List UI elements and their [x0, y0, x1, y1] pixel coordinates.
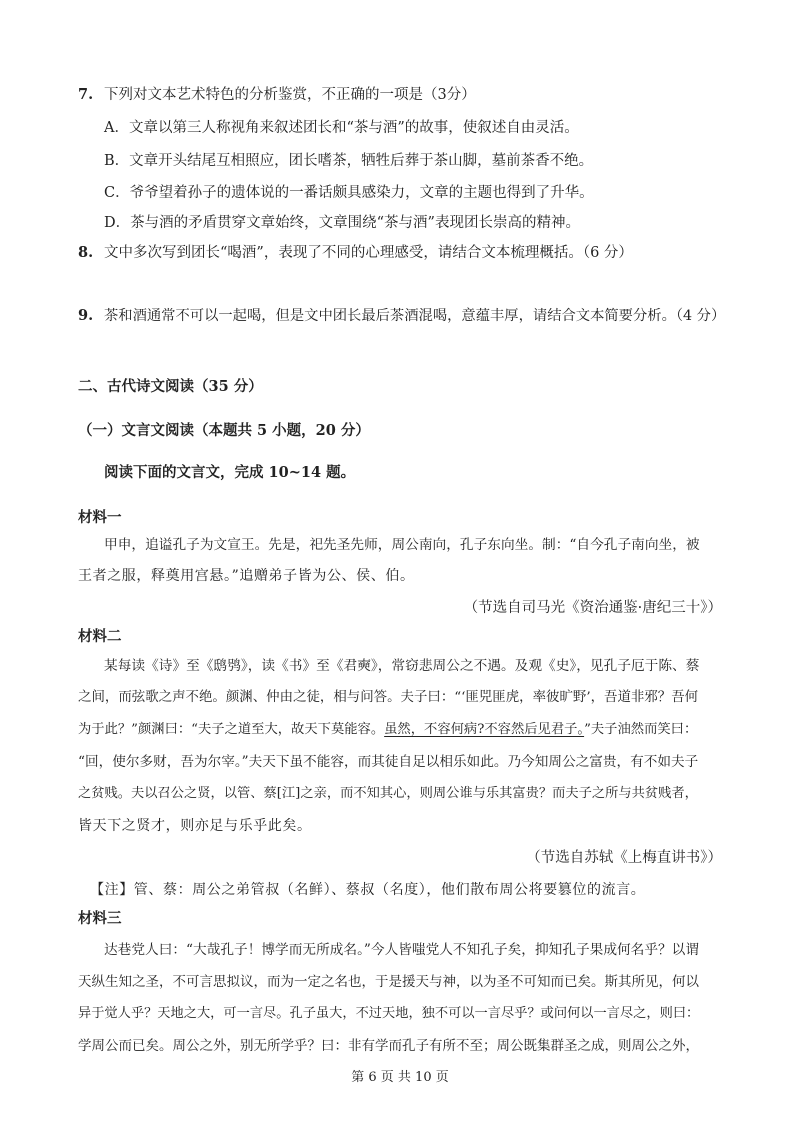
question-7-number: 7.	[78, 86, 94, 103]
material-3-line-3: 异于觉人乎？天地之大，可一言尽。孔子虽大，不过天地，独不可以一言尽乎？或问何以一言尽之，则曰：	[78, 1006, 700, 1021]
question-7-option-d: D．茶与酒的矛盾贯穿文章始终，文章围绕“茶与酒”表现团长崇高的精神。	[104, 215, 580, 231]
material-2-line-5: 之贫贱。夫以召公之贤，以管、蔡[江]之亲，而不知其心，则周公谁与乐其富贵？而夫子之所与共贫贱者，	[78, 786, 698, 801]
material-3-line-4: 学周公而已矣。周公之外，别无所学乎？曰：非有学而孔子有所不至；周公既集群圣之成，则周公之外，	[78, 1038, 699, 1054]
material-2-line-6: 皆天下之贤才，则亦足与乐乎此矣。	[78, 818, 312, 834]
material-2-note: 【注】管、蔡：周公之弟管叔（名鲜）、蔡叔（名度），他们散布周公将要篡位的流言。	[90, 882, 646, 898]
section-2-subtitle: （一）文言文阅读（本题共 5 小题，20 分）	[78, 422, 370, 439]
question-7-option-b: B．文章开头结尾互相照应，团长嗜茶，牺牲后葬于茶山脚，墓前茶香不绝。	[104, 153, 594, 169]
page-number: 第 6 页 共 10 页	[351, 1070, 449, 1085]
material-2-label: 材料二	[78, 628, 122, 645]
material-3-line-2: 天纵生知之圣，不可言思拟议，而为一定之名也，于是援天与神，以为圣不可知而已矣。斯其所见，何以	[78, 974, 699, 990]
material-1-line-2: 王者之服，释奠用宫悬。”追赠弟子皆为公、侯、伯。	[78, 568, 415, 584]
question-7-option-a: A．文章以第三人称视角来叙述团长和“茶与酒”的故事，使叙述自由灵活。	[104, 120, 579, 136]
material-2-line-3	[78, 720, 697, 740]
question-7-option-c: C．爷爷望着孙子的遗体说的一番话颇具感染力，文章的主题也得到了升华。	[104, 185, 594, 201]
underlined-sentence: 虽然，不容何病?不容然后见君子。	[384, 722, 585, 737]
section-2-title: 二、古代诗文阅读（35 分）	[78, 378, 263, 395]
material-3-line-1: 达巷党人曰：“大哉孔子！博学而无所成名。”今人皆嗤党人不知孔子矣，抑知孔子果成何名乎？以谓	[104, 942, 700, 958]
question-8-number: 8.	[78, 244, 94, 261]
material-2-line-4: “回，使尔多财，吾为尔宰。”夫天下虽不能容，而其徒自足以相乐如此。乃今知周公之富贵，有不如夫子	[78, 754, 699, 770]
material-1-source: （节选自司马光《资治通鉴·唐纪三十》）	[463, 600, 722, 616]
question-7-stem: 下列对文本艺术特色的分析鉴赏，不正确的一项是（3分）	[104, 87, 476, 103]
material-1-label: 材料一	[78, 509, 122, 526]
material-3-label: 材料三	[78, 910, 122, 927]
question-9-number: 9.	[78, 307, 94, 324]
question-9-stem: 茶和酒通常不可以一起喝，但是文中团长最后茶酒混喝，意蕴丰厚，请结合文本简要分析。（4 分）	[104, 308, 726, 324]
material-2-source: （节选自苏轼《上梅直讲书》）	[526, 850, 722, 866]
section-2-instruction: 阅读下面的文言文，完成 10~14 题。	[104, 464, 356, 481]
material-2-line-3-start: 为于此？”颜渊曰：“夫子之道至大，故天下莫能容。	[78, 722, 385, 737]
material-2-line-2: 之间，而弦歌之声不绝。颜渊、仲由之徒，相与问答。夫子曰：“‘匪兕匪虎，率彼旷野’，吾道非邪？吾何	[78, 690, 699, 705]
material-2-line-1: 某每读《诗》至《鸱鸮》，读《书》至《君奭》，常窃悲周公之不遇。及观《史》，见孔子厄于陈、蔡	[104, 658, 700, 674]
material-1-line-1: 甲申，追谥孔子为文宣王。先是，祀先圣先师，周公南向，孔子东向坐。制：“自今孔子南向坐，被	[104, 537, 700, 553]
material-2-line-3-end: ”夫子油然而笑曰：	[584, 722, 698, 737]
question-8-stem: 文中多次写到团长“喝酒”，表现了不同的心理感受，请结合文本梳理概括。（6 分）	[104, 245, 633, 261]
